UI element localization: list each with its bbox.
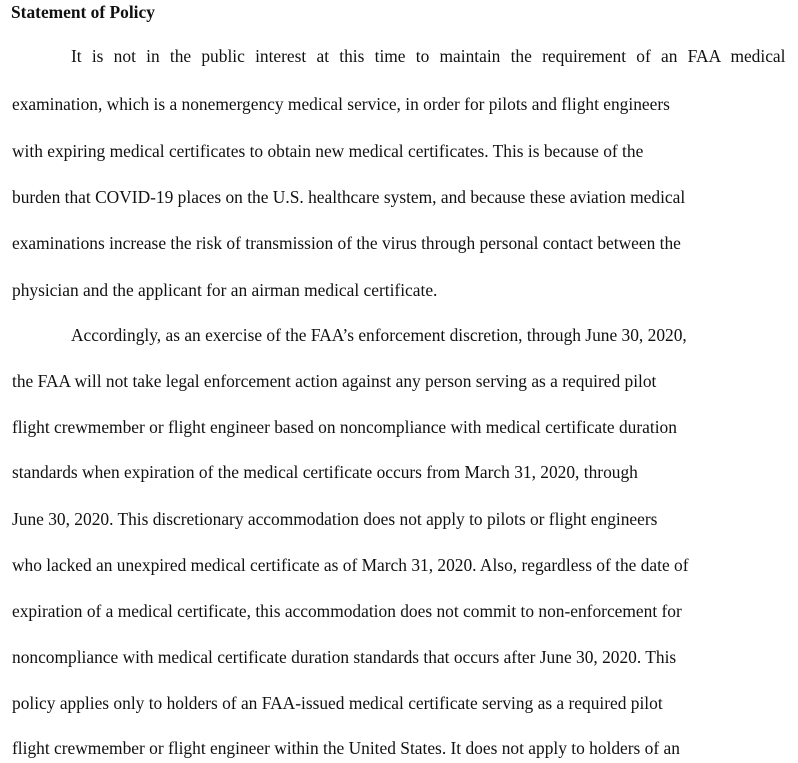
paragraph-line: physician and the applicant for an airman medical certificate. bbox=[12, 280, 438, 300]
paragraph-line: noncompliance with medical certificate duration standards that occurs after June 30, 2020. This bbox=[12, 647, 677, 667]
paragraph-line: June 30, 2020. This discretionary accommodation does not apply to pilots or flight engineers bbox=[12, 509, 658, 529]
paragraph-line: flight crewmember or flight engineer based on noncompliance with medical certificate duration bbox=[12, 417, 677, 437]
paragraph-line: standards when expiration of the medical certificate occurs from March 31, 2020, through bbox=[12, 462, 638, 482]
paragraph-line: Accordingly, as an exercise of the FAA’s enforcement discretion, through June 30, 2020, bbox=[71, 325, 687, 345]
paragraph-line: examinations increase the risk of transmission of the virus through personal contact between the bbox=[12, 233, 681, 253]
paragraph-line: with expiring medical certificates to obtain new medical certificates. This is because of the bbox=[12, 141, 644, 161]
paragraph-line: expiration of a medical certificate, this accommodation does not commit to non-enforcement for bbox=[12, 601, 682, 621]
paragraph-line: who lacked an unexpired medical certificate as of March 31, 2020. Also, regardless of the date of bbox=[12, 555, 689, 575]
paragraph-line: burden that COVID-19 places on the U.S. healthcare system, and because these aviation medical bbox=[12, 187, 686, 207]
paragraph-line: the FAA will not take legal enforcement action against any person serving as a required pilot bbox=[12, 371, 657, 391]
paragraph-line: flight crewmember or flight engineer within the United States. It does not apply to holders of an bbox=[12, 738, 680, 758]
paragraph-line: examination, which is a nonemergency medical service, in order for pilots and flight engineers bbox=[12, 94, 670, 114]
paragraph-line: policy applies only to holders of an FAA-issued medical certificate serving as a required pilot bbox=[12, 693, 663, 713]
section-heading: Statement of Policy bbox=[11, 2, 155, 22]
paragraph-line: It is not in the public interest at this time to maintain the requirement of an FAA medical bbox=[71, 46, 786, 66]
